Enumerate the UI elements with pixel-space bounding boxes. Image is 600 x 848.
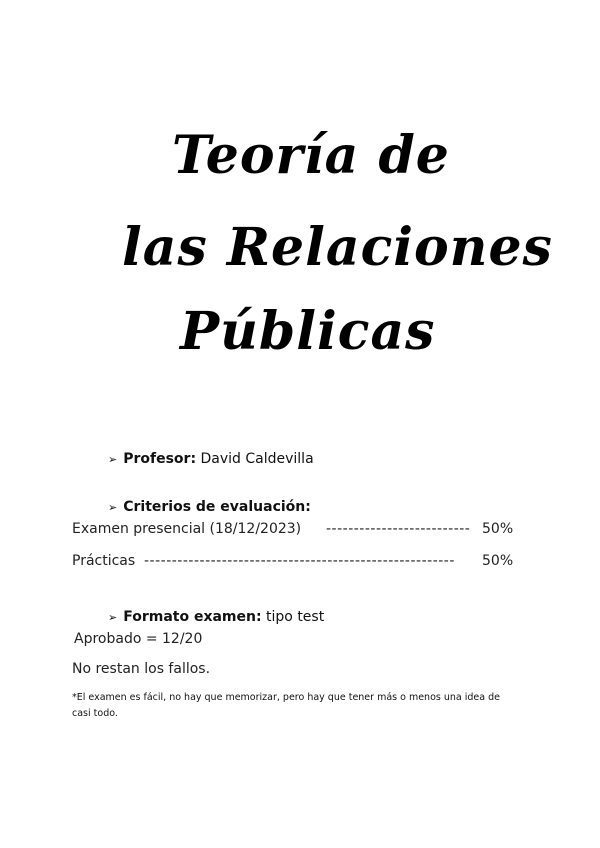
formato-label: Formato examen: <box>123 609 262 625</box>
fallos-text: No restan los fallos. <box>72 661 211 677</box>
arrow-bullet-icon: ➢ <box>108 501 118 514</box>
profesor-row <box>108 451 314 467</box>
criterio-practicas-percent: 50% <box>482 553 514 569</box>
criterios-row <box>108 499 311 515</box>
aprobado-text: Aprobado = 12/20 <box>74 631 203 647</box>
criterio-examen-dashes: -------------------------- <box>326 521 471 537</box>
arrow-bullet-icon: ➢ <box>108 611 118 624</box>
criterio-examen-percent: 50% <box>482 521 514 537</box>
formato-row <box>108 609 324 625</box>
title-line-2: las Relaciones <box>122 217 553 278</box>
exam-note: *El examen es fácil, no hay que memorizar, pero hay que tener más o menos una idea de casi todo. <box>72 692 500 719</box>
criterios-label: Criterios de evaluación: <box>123 499 311 515</box>
title-line-3: Públicas <box>180 301 436 362</box>
criterio-practicas-name: Prácticas <box>72 553 136 569</box>
formato-value: tipo test <box>266 609 325 625</box>
title-line-1: Teoría de <box>172 125 450 186</box>
profesor-value: David Caldevilla <box>200 451 314 467</box>
criterio-practicas-dashes: -------------------------------------------------------- <box>144 553 455 569</box>
profesor-label: Profesor: <box>123 451 197 467</box>
criterio-examen-name: Examen presencial (18/12/2023) <box>72 521 302 537</box>
arrow-bullet-icon: ➢ <box>108 453 118 466</box>
